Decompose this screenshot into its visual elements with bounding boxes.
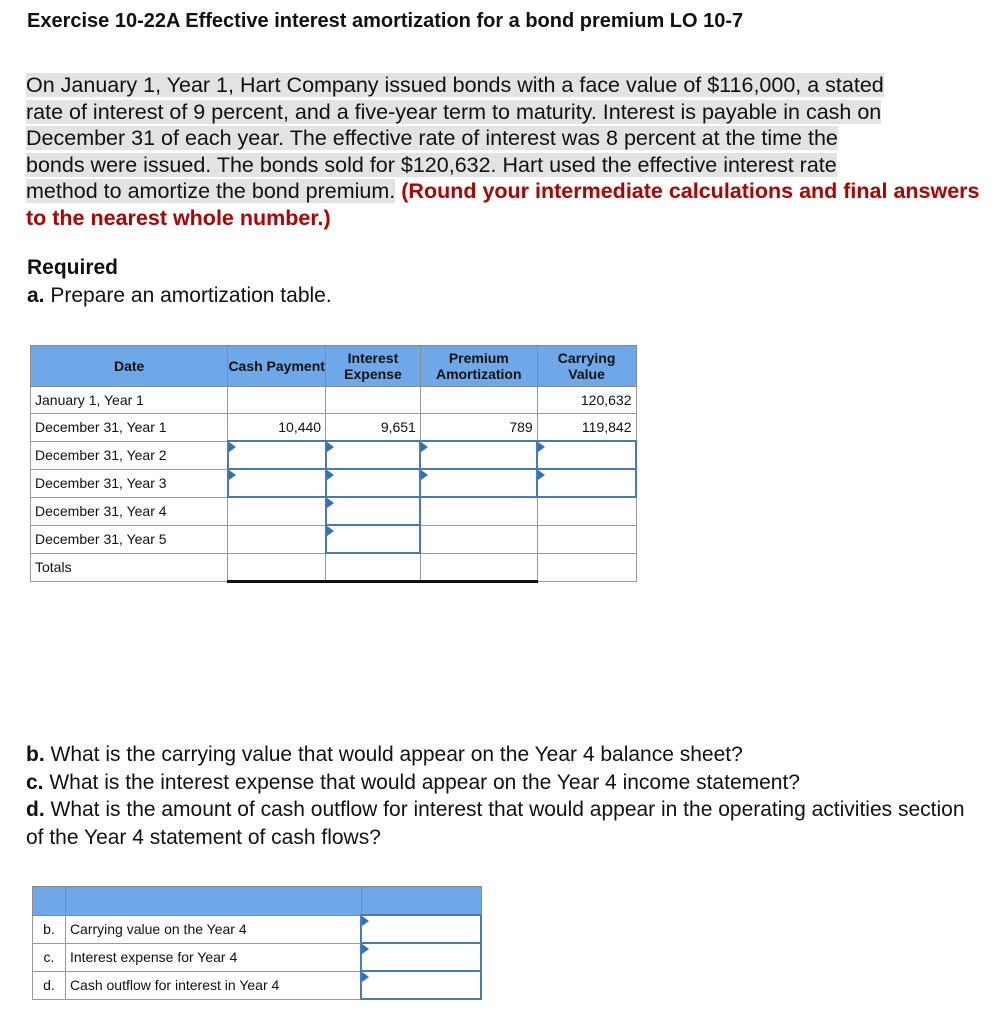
carrying-value-cell xyxy=(537,525,636,553)
questions xyxy=(26,741,986,851)
carrying-value-input-year3[interactable] xyxy=(537,469,636,497)
question-c xyxy=(26,769,986,797)
amortization-table xyxy=(30,345,637,583)
header-carrying-value: Carrying Value xyxy=(537,346,636,387)
cash-payment-cell xyxy=(228,387,326,414)
rounding-instruction: (Round your intermediate calculations and final answers to the nearest whole number.) xyxy=(26,179,980,230)
interest-expense-input-year5[interactable] xyxy=(326,525,421,553)
answer-label: Carrying value on the Year 4 xyxy=(65,915,361,943)
row-date: December 31, Year 5 xyxy=(31,525,228,553)
totals-row xyxy=(31,553,637,582)
required-heading: Required xyxy=(27,256,119,279)
total-cash-payment[interactable] xyxy=(228,553,326,582)
row-date: January 1, Year 1 xyxy=(31,387,228,414)
header-cash-payment: Cash Payment xyxy=(228,346,326,387)
interest-expense-cell xyxy=(326,387,421,414)
premium-amortization-cell xyxy=(420,387,537,414)
problem-line-2: rate of interest of 9 percent, and a five-year term to maturity. Interest is payable in cash on xyxy=(26,99,882,124)
question-d-text: What is the amount of cash outflow for interest that would appear in the operating activities section of the Year 4 statement of cash flows? xyxy=(26,798,965,849)
premium-amortization-input-year2[interactable] xyxy=(420,441,537,469)
interest-expense-cell: 9,651 xyxy=(326,414,421,442)
required-a-text: Prepare an amortization table. xyxy=(44,284,332,307)
header-date: Date xyxy=(31,346,228,387)
interest-expense-input-year4[interactable] xyxy=(326,497,421,525)
carrying-value-input-year2[interactable] xyxy=(537,441,636,469)
premium-amortization-cell: 789 xyxy=(420,414,537,442)
cash-payment-cell xyxy=(228,497,326,525)
table-row xyxy=(31,414,637,442)
table-row xyxy=(31,497,637,525)
row-date: December 31, Year 2 xyxy=(31,441,228,469)
answers-table xyxy=(32,886,482,1000)
problem-line-1: On January 1, Year 1, Hart Company issued bonds with a face value of $116,000, a stated xyxy=(26,73,884,97)
question-b xyxy=(26,741,986,769)
table-row xyxy=(33,915,482,943)
required-a-letter: a. xyxy=(27,284,45,307)
answer-letter: d. xyxy=(33,971,66,999)
problem-line-3: December 31 of each year. The effective rate of interest was 8 percent at the time the xyxy=(26,126,838,150)
cash-payment-input-year3[interactable] xyxy=(228,469,326,497)
carrying-value-cell: 120,632 xyxy=(537,387,636,414)
table-row xyxy=(31,525,637,553)
answer-letter: b. xyxy=(33,915,66,943)
carrying-value-cell xyxy=(537,553,636,582)
total-premium-amortization[interactable] xyxy=(420,553,537,582)
cash-payment-input-year2[interactable] xyxy=(228,441,326,469)
question-c-text: What is the interest expense that would appear on the Year 4 income statement? xyxy=(43,770,800,794)
cash-payment-cell: 10,440 xyxy=(228,414,326,442)
table-row xyxy=(33,971,482,999)
answers-header-cell xyxy=(33,887,66,916)
row-date: Totals xyxy=(31,553,228,582)
header-premium-amortization: Premium Amortization xyxy=(420,346,537,387)
question-b-letter: b. xyxy=(26,743,45,766)
problem-line-5: method to amortize the bond premium. xyxy=(26,179,396,203)
table-row xyxy=(31,387,637,414)
question-d-letter: d. xyxy=(26,798,45,821)
interest-expense-input-year3[interactable] xyxy=(326,469,421,497)
interest-expense-year4-input[interactable] xyxy=(361,943,481,971)
answers-header-cell xyxy=(65,887,361,916)
premium-amortization-input-year3[interactable] xyxy=(420,469,537,497)
question-d xyxy=(26,796,986,851)
cash-outflow-year4-input[interactable] xyxy=(361,971,481,999)
header-interest-expense: Interest Expense xyxy=(326,346,421,387)
table-header-row xyxy=(31,346,637,387)
required-a xyxy=(27,284,332,308)
carrying-value-year4-input[interactable] xyxy=(361,915,481,943)
row-date: December 31, Year 1 xyxy=(31,414,228,442)
premium-amortization-cell xyxy=(420,525,537,553)
table-row xyxy=(31,441,637,469)
answers-header-cell xyxy=(361,887,481,916)
exercise-title: Exercise 10-22A Effective interest amortization for a bond premium LO 10-7 xyxy=(27,10,744,32)
carrying-value-cell xyxy=(537,497,636,525)
answer-label: Cash outflow for interest in Year 4 xyxy=(65,971,361,999)
row-date: December 31, Year 3 xyxy=(31,469,228,497)
question-b-text: What is the carrying value that would appear on the Year 4 balance sheet? xyxy=(44,743,743,766)
problem-line-4: bonds were issued. The bonds sold for $120,632. Hart used the effective interest rate xyxy=(26,152,837,177)
answers-header-row xyxy=(33,887,482,916)
row-date: December 31, Year 4 xyxy=(31,497,228,525)
premium-amortization-cell xyxy=(420,497,537,525)
answer-label: Interest expense for Year 4 xyxy=(65,943,361,971)
carrying-value-cell: 119,842 xyxy=(537,414,636,442)
answer-letter: c. xyxy=(33,943,66,971)
table-row xyxy=(33,943,482,971)
interest-expense-input-year2[interactable] xyxy=(326,441,421,469)
cash-payment-cell xyxy=(228,525,326,553)
question-c-letter: c. xyxy=(26,770,44,794)
total-interest-expense[interactable] xyxy=(326,553,421,582)
table-row xyxy=(31,469,637,497)
problem-statement xyxy=(26,72,986,231)
